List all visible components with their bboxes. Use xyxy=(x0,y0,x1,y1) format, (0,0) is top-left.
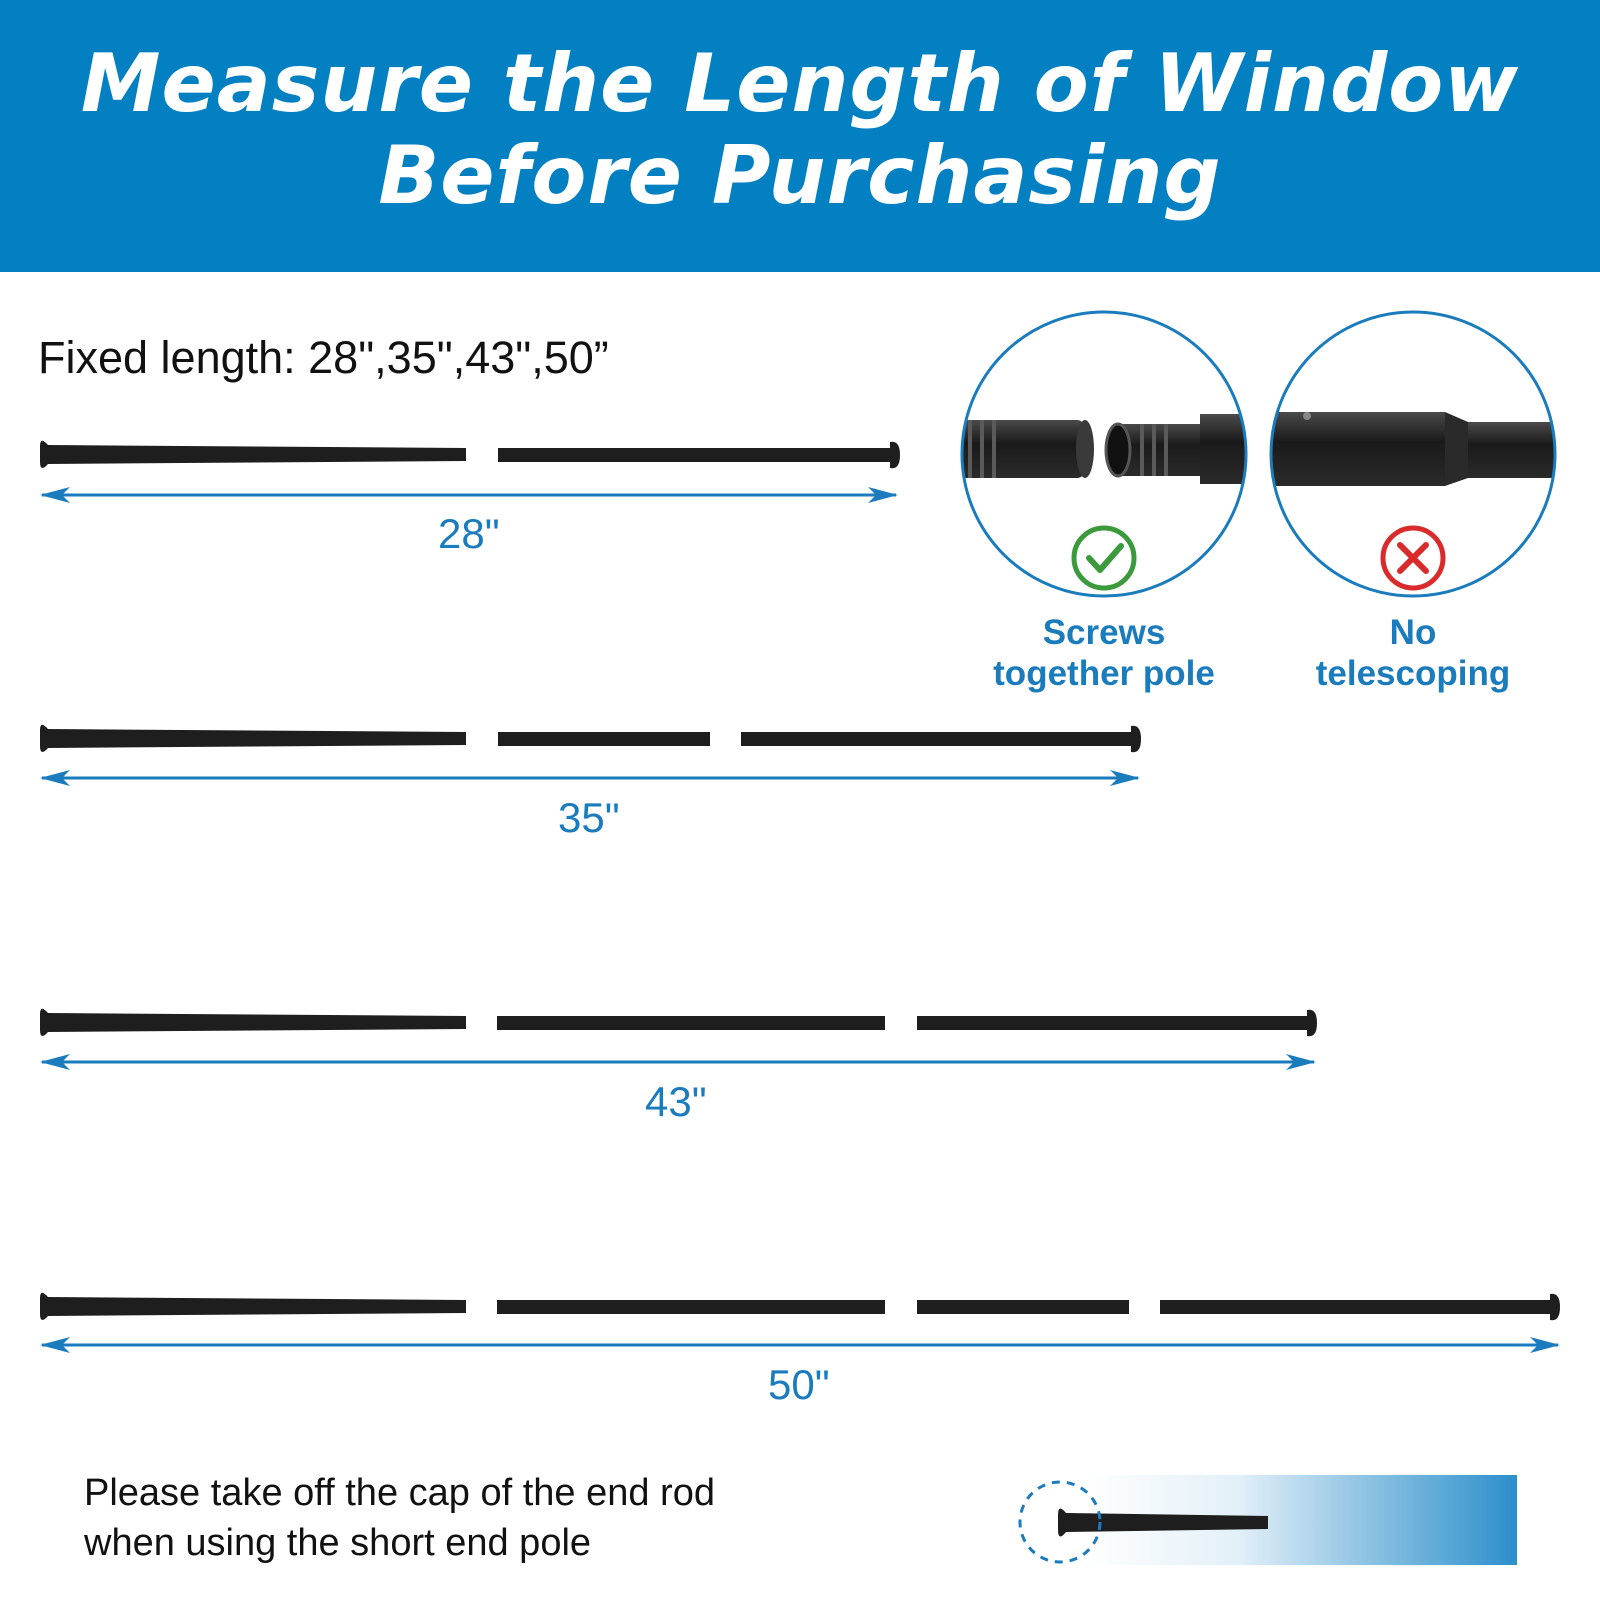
length-label-35: 35" xyxy=(558,794,620,841)
check-circle-icon xyxy=(1074,528,1134,588)
rod-28 xyxy=(40,441,900,468)
header-title-line2: Before Purchasing xyxy=(378,129,1222,222)
length-label-43: 43" xyxy=(645,1078,707,1125)
rod-35 xyxy=(40,725,1141,752)
header-title-line1: Measure the Length of Window xyxy=(80,37,1520,130)
end-cap-note xyxy=(84,1468,715,1568)
fixed-length-label: Fixed length: 28",35",43",50” xyxy=(38,332,609,383)
rod-50 xyxy=(40,1293,1560,1320)
screws-together-label xyxy=(944,612,1264,694)
screws-together-line2: together pole xyxy=(993,654,1215,693)
length-label-28: 28" xyxy=(438,510,500,557)
no-telescoping-line1: No xyxy=(1389,613,1437,652)
end-cap-note-line2: when using the short end pole xyxy=(84,1522,592,1564)
no-telescoping-line2: telescoping xyxy=(1315,654,1511,693)
x-circle-icon xyxy=(1383,528,1443,588)
rod-43 xyxy=(40,1009,1317,1036)
length-label-50: 50" xyxy=(768,1361,830,1408)
no-telescoping-label xyxy=(1253,612,1573,694)
end-cap-note-line1: Please take off the cap of the end rod xyxy=(84,1472,715,1514)
screws-together-line1: Screws xyxy=(1042,613,1166,652)
